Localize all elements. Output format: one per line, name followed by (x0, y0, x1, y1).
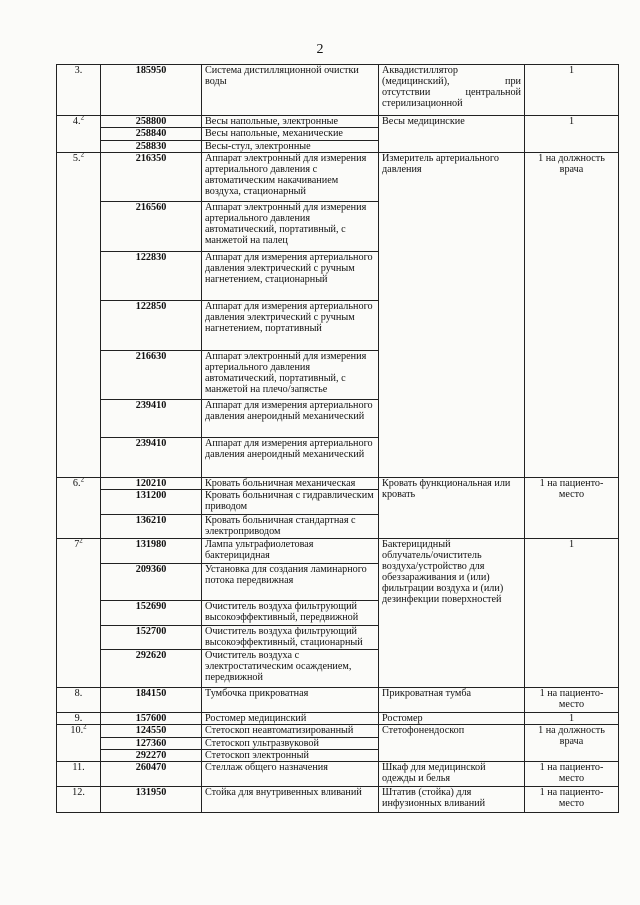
item-name: Стеллаж общего назначения (202, 762, 379, 787)
item-name: Аппарат электронный для измерения артериального давления с автоматическим накачиванием воздуха, стационарный (202, 153, 379, 202)
row-number (57, 688, 101, 713)
equipment-type (379, 713, 525, 725)
item-name: Стетоскоп электронный (202, 750, 379, 762)
quantity: 1 на пациенто-место (525, 762, 619, 787)
table-row (57, 539, 619, 564)
equipment-type-line: кровать (382, 489, 416, 500)
equipment-type-line: одежды и белья (382, 773, 451, 784)
item-code: 122830 (101, 252, 202, 301)
equipment-type-line: обеззараживания и (или) (382, 572, 490, 583)
item-name: Стойка для внутривенных вливаний (202, 787, 379, 813)
row-number-text: 5. (72, 153, 81, 164)
item-code: 260470 (101, 762, 202, 787)
row-number-text: 7 (74, 539, 80, 550)
equipment-type-line: давления (382, 164, 422, 175)
row-number (57, 725, 101, 762)
item-code: 127360 (101, 738, 202, 750)
row-number-text: 3. (74, 65, 83, 76)
equipment-type (379, 762, 525, 787)
item-code: 152700 (101, 626, 202, 650)
equipment-table-body (57, 65, 619, 813)
row-number (57, 762, 101, 787)
item-name: Аппарат для измерения артериального давления электрический с ручным нагнетением, стационарный (202, 252, 379, 301)
item-code: 292270 (101, 750, 202, 762)
equipment-type-line: Аквадистиллятор (382, 65, 458, 76)
item-name: Весы напольные, электронные (202, 116, 379, 128)
table-row (57, 478, 619, 490)
equipment-type-line: Бактерицидный (382, 539, 451, 550)
row-number-text: 4. (72, 116, 81, 127)
equipment-type-line: облучатель/очиститель (382, 550, 482, 561)
item-code: 209360 (101, 564, 202, 601)
quantity: 1 на пациенто-место (525, 688, 619, 713)
table-row (57, 787, 619, 813)
equipment-type (379, 725, 525, 762)
row-number-text: 6. (72, 478, 81, 489)
equipment-type (379, 478, 525, 539)
equipment-type (379, 65, 525, 116)
equipment-table (56, 64, 619, 813)
item-name: Кровать больничная стандартная с электроприводом (202, 515, 379, 539)
table-row (57, 153, 619, 202)
item-code: 184150 (101, 688, 202, 713)
item-name: Стетоскоп неавтоматизированный (202, 725, 379, 738)
equipment-type-line: (медицинский), при (382, 76, 521, 87)
item-code: 152690 (101, 601, 202, 626)
row-number (57, 787, 101, 813)
item-name: Кровать больничная с гидравлическим приводом (202, 490, 379, 515)
equipment-type (379, 688, 525, 713)
item-name: Тумбочка прикроватная (202, 688, 379, 713)
item-code: 157600 (101, 713, 202, 725)
item-name: Аппарат для измерения артериального давления анероидный механический (202, 438, 379, 478)
item-name: Система дистилляционной очистки воды (202, 65, 379, 116)
row-number-footnote: 2 (83, 724, 87, 731)
item-code: 216350 (101, 153, 202, 202)
equipment-type-line: Штатив (стойка) для (382, 787, 472, 798)
equipment-type (379, 116, 525, 153)
quantity: 1 (525, 539, 619, 688)
item-name: Установка для создания ламинарного потока передвижная (202, 564, 379, 601)
item-name: Лампа ультрафиолетовая бактерицидная (202, 539, 379, 564)
item-code: 216630 (101, 351, 202, 400)
item-code: 185950 (101, 65, 202, 116)
page-number: 2 (316, 42, 324, 57)
quantity: 1 на пациенто-место (525, 478, 619, 539)
item-code: 258800 (101, 116, 202, 128)
row-number-footnote: 2 (79, 538, 83, 545)
equipment-type-line: фильтрации воздуха и (или) (382, 583, 504, 594)
item-code: 131980 (101, 539, 202, 564)
item-code: 258830 (101, 141, 202, 153)
item-code: 136210 (101, 515, 202, 539)
quantity: 1 (525, 713, 619, 725)
equipment-type-line: стерилизационной (382, 98, 463, 109)
row-number-text: 8. (74, 688, 83, 699)
equipment-type-line: дезинфекции поверхностей (382, 594, 502, 605)
item-name: Весы-стул, электронные (202, 141, 379, 153)
row-number-text: 10. (70, 725, 84, 736)
item-code: 131950 (101, 787, 202, 813)
item-name: Очиститель воздуха с электростатическим осаждением, передвижной (202, 650, 379, 688)
equipment-type-line: Весы медицинские (382, 116, 465, 127)
item-name: Весы напольные, механические (202, 128, 379, 141)
item-code: 124550 (101, 725, 202, 738)
row-number-footnote: 2 (80, 115, 85, 122)
equipment-type (379, 153, 525, 478)
item-code: 131200 (101, 490, 202, 515)
equipment-type (379, 539, 525, 688)
item-name: Кровать больничная механическая (202, 478, 379, 490)
item-code: 292620 (101, 650, 202, 688)
row-number-text: 12. (72, 787, 85, 798)
equipment-type-line: отсутствии центральной (382, 87, 521, 98)
item-name: Аппарат для измерения артериального давления анероидный механический (202, 400, 379, 438)
equipment-type-line: Ростомер (382, 713, 423, 724)
table-row (57, 725, 619, 738)
equipment-type-line: Стетофонендоскоп (382, 725, 465, 736)
item-name: Очиститель воздуха фильтрующий высокоэффективный, стационарный (202, 626, 379, 650)
equipment-type (379, 787, 525, 813)
row-number-footnote: 2 (80, 152, 85, 159)
row-number-text: 11. (72, 762, 85, 773)
quantity: 1 на должность врача (525, 725, 619, 762)
table-row (57, 116, 619, 128)
row-number-footnote: 2 (80, 477, 85, 484)
equipment-type-line: Шкаф для медицинской (382, 762, 486, 773)
item-code: 216560 (101, 202, 202, 252)
quantity: 1 на пациенто-место (525, 787, 619, 813)
equipment-type-line: Прикроватная тумба (382, 688, 472, 699)
item-name: Аппарат электронный для измерения артериального давления автоматический, портативный, с манжетой на плечо/запястье (202, 351, 379, 400)
item-name: Аппарат электронный для измерения артериального давления автоматический, портативный, с манжетой на палец (202, 202, 379, 252)
quantity: 1 на должность врача (525, 153, 619, 478)
item-name: Ростомер медицинский (202, 713, 379, 725)
row-number (57, 539, 101, 688)
table-row (57, 688, 619, 713)
row-number (57, 65, 101, 116)
item-code: 239410 (101, 438, 202, 478)
equipment-type-line: Кровать функциональная или (382, 478, 511, 489)
equipment-type-line: Измеритель артериального (382, 153, 499, 164)
row-number-text: 9. (74, 713, 83, 724)
item-code: 239410 (101, 400, 202, 438)
item-name: Очиститель воздуха фильтрующий высокоэффективный, передвижной (202, 601, 379, 626)
table-row (57, 713, 619, 725)
item-code: 120210 (101, 478, 202, 490)
item-code: 258840 (101, 128, 202, 141)
table-row (57, 762, 619, 787)
quantity: 1 (525, 65, 619, 116)
item-code: 122850 (101, 301, 202, 351)
equipment-type-line: инфузионных вливаний (382, 798, 486, 809)
item-name: Аппарат для измерения артериального давления электрический с ручным нагнетением, портативный (202, 301, 379, 351)
row-number (57, 713, 101, 725)
row-number (57, 478, 101, 539)
row-number (57, 116, 101, 153)
item-name: Стетоскоп ультразвуковой (202, 738, 379, 750)
quantity: 1 (525, 116, 619, 153)
table-row (57, 65, 619, 116)
equipment-type-line: воздуха/устройство для (382, 561, 485, 572)
row-number (57, 153, 101, 478)
